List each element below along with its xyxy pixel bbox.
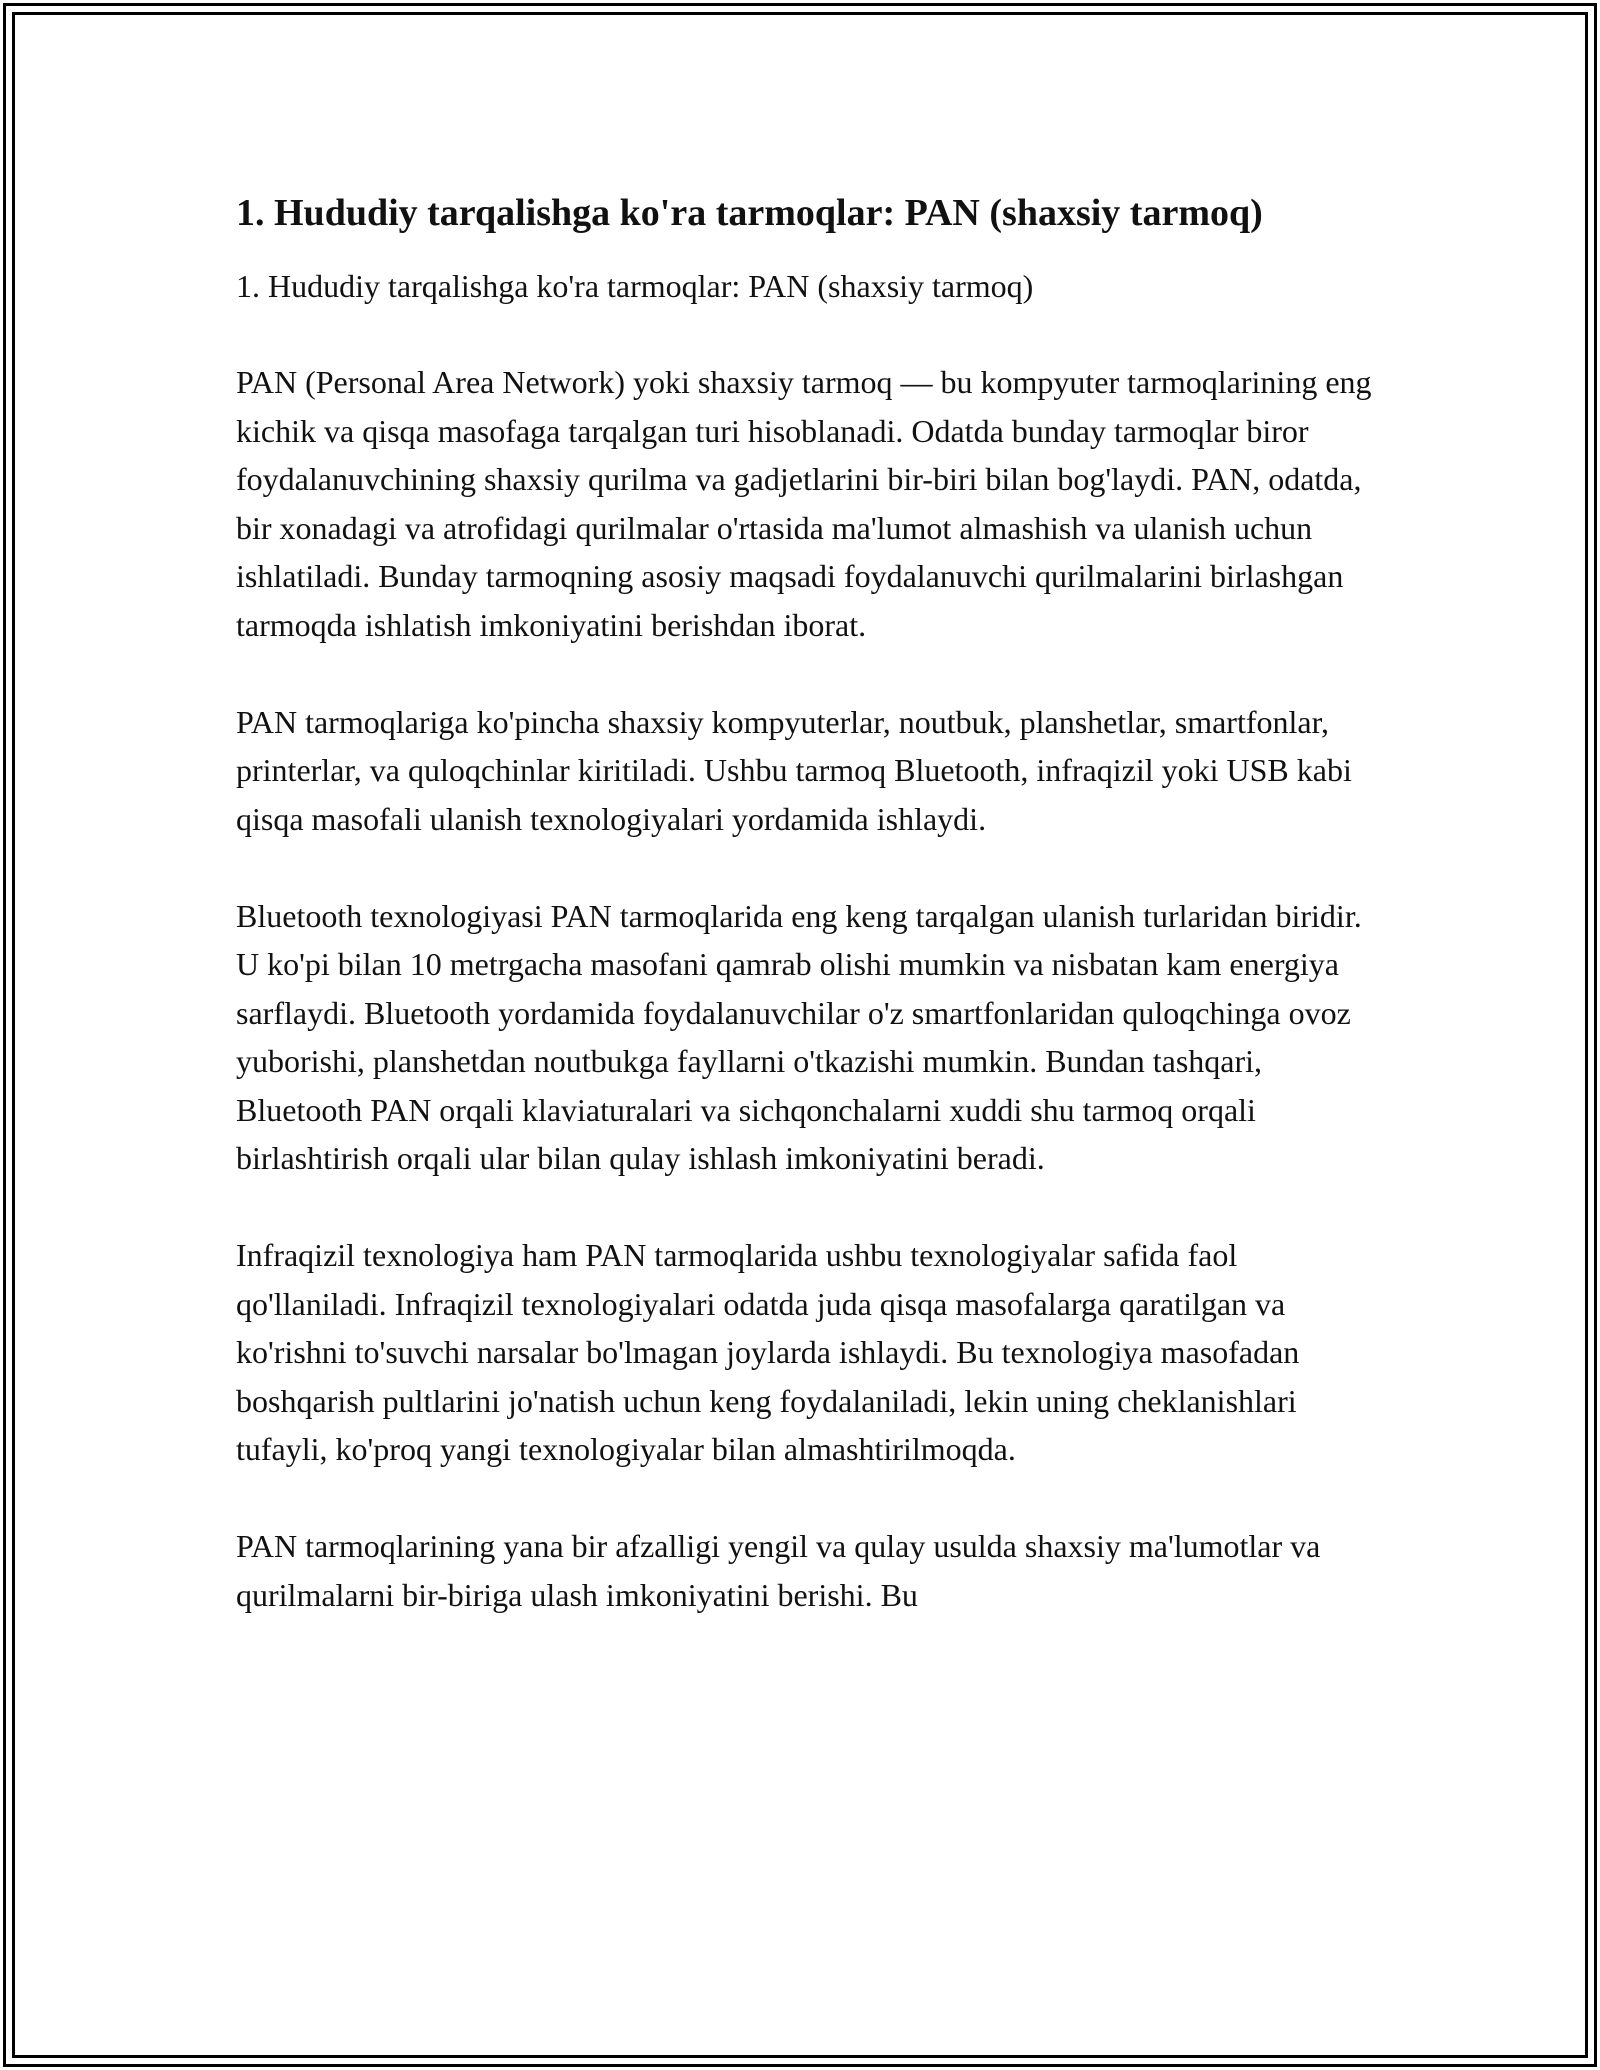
document-title: 1. Hududiy tarqalishga ko'ra tarmoqlar: PAN (shaxsiy tarmoq): [236, 192, 1263, 234]
paragraph-4: Infraqizil texnologiya ham PAN tarmoqlarida ushbu texnologiyalar safida faol qo'llaniladi. Infraqizil texnologiyalari odatda juda qisqa masofalarga qaratilgan va ko'rishni to'suvchi narsalar bo'lmagan joylarda ishlaydi. Bu texnologiya masofadan boshqarish pultlarini jo'natish uchun keng foydalaniladi, lekin uning cheklanishlari tufayli, ko'proq yangi texnologiyalar bilan almashtirilmoqda.: [236, 1237, 1300, 1467]
paragraph-5: PAN tarmoqlarining yana bir afzalligi yengil va qulay usulda shaxsiy ma'lumotlar va qurilmalarni bir-biriga ulash imkoniyatini berishi. Bu: [236, 1528, 1321, 1613]
document-body: [236, 188, 1376, 1668]
document-subtitle: 1. Hududiy tarqalishga ko'ra tarmoqlar: PAN (shaxsiy tarmoq): [236, 268, 1034, 304]
paragraph-1: PAN (Personal Area Network) yoki shaxsiy tarmoq — bu kompyuter tarmoqlarining eng kichik va qisqa masofaga tarqalgan turi hisoblanadi. Odatda bunday tarmoqlar biror foydalanuvchining shaxsiy qurilma va gadjetlarini bir-biri bilan bog'laydi. PAN, odatda, bir xonadagi va atrofidagi qurilmalar o'rtasida ma'lumot almashish va ulanish uchun ishlatiladi. Bunday tarmoqning asosiy maqsadi foydalanuvchi qurilmalarini birlashgan tarmoqda ishlatish imkoniyatini berishdan iborat.: [236, 364, 1372, 643]
paragraph-3: Bluetooth texnologiyasi PAN tarmoqlarida eng keng tarqalgan ulanish turlaridan biridir. U ko'pi bilan 10 metrgacha masofani qamrab olishi mumkin va nisbatan kam energiya sarflaydi. Bluetooth yordamida foydalanuvchilar o'z smartfonlaridan quloqchinga ovoz yuborishi, planshetdan noutbukga fayllarni o'tkazishi mumkin. Bundan tashqari, Bluetooth PAN orqali klaviaturalari va sichqonchalarni xuddi shu tarmoq orqali birlashtirish orqali ular bilan qulay ishlash imkoniyatini beradi.: [236, 897, 1362, 1176]
paragraph-2: PAN tarmoqlariga ko'pincha shaxsiy kompyuterlar, noutbuk, planshetlar, smartfonlar, printerlar, va quloqchinlar kiritiladi. Ushbu tarmoq Bluetooth, infraqizil yoki USB kabi qisqa masofali ulanish texnologiyalari yordamida ishlaydi.: [236, 703, 1352, 837]
